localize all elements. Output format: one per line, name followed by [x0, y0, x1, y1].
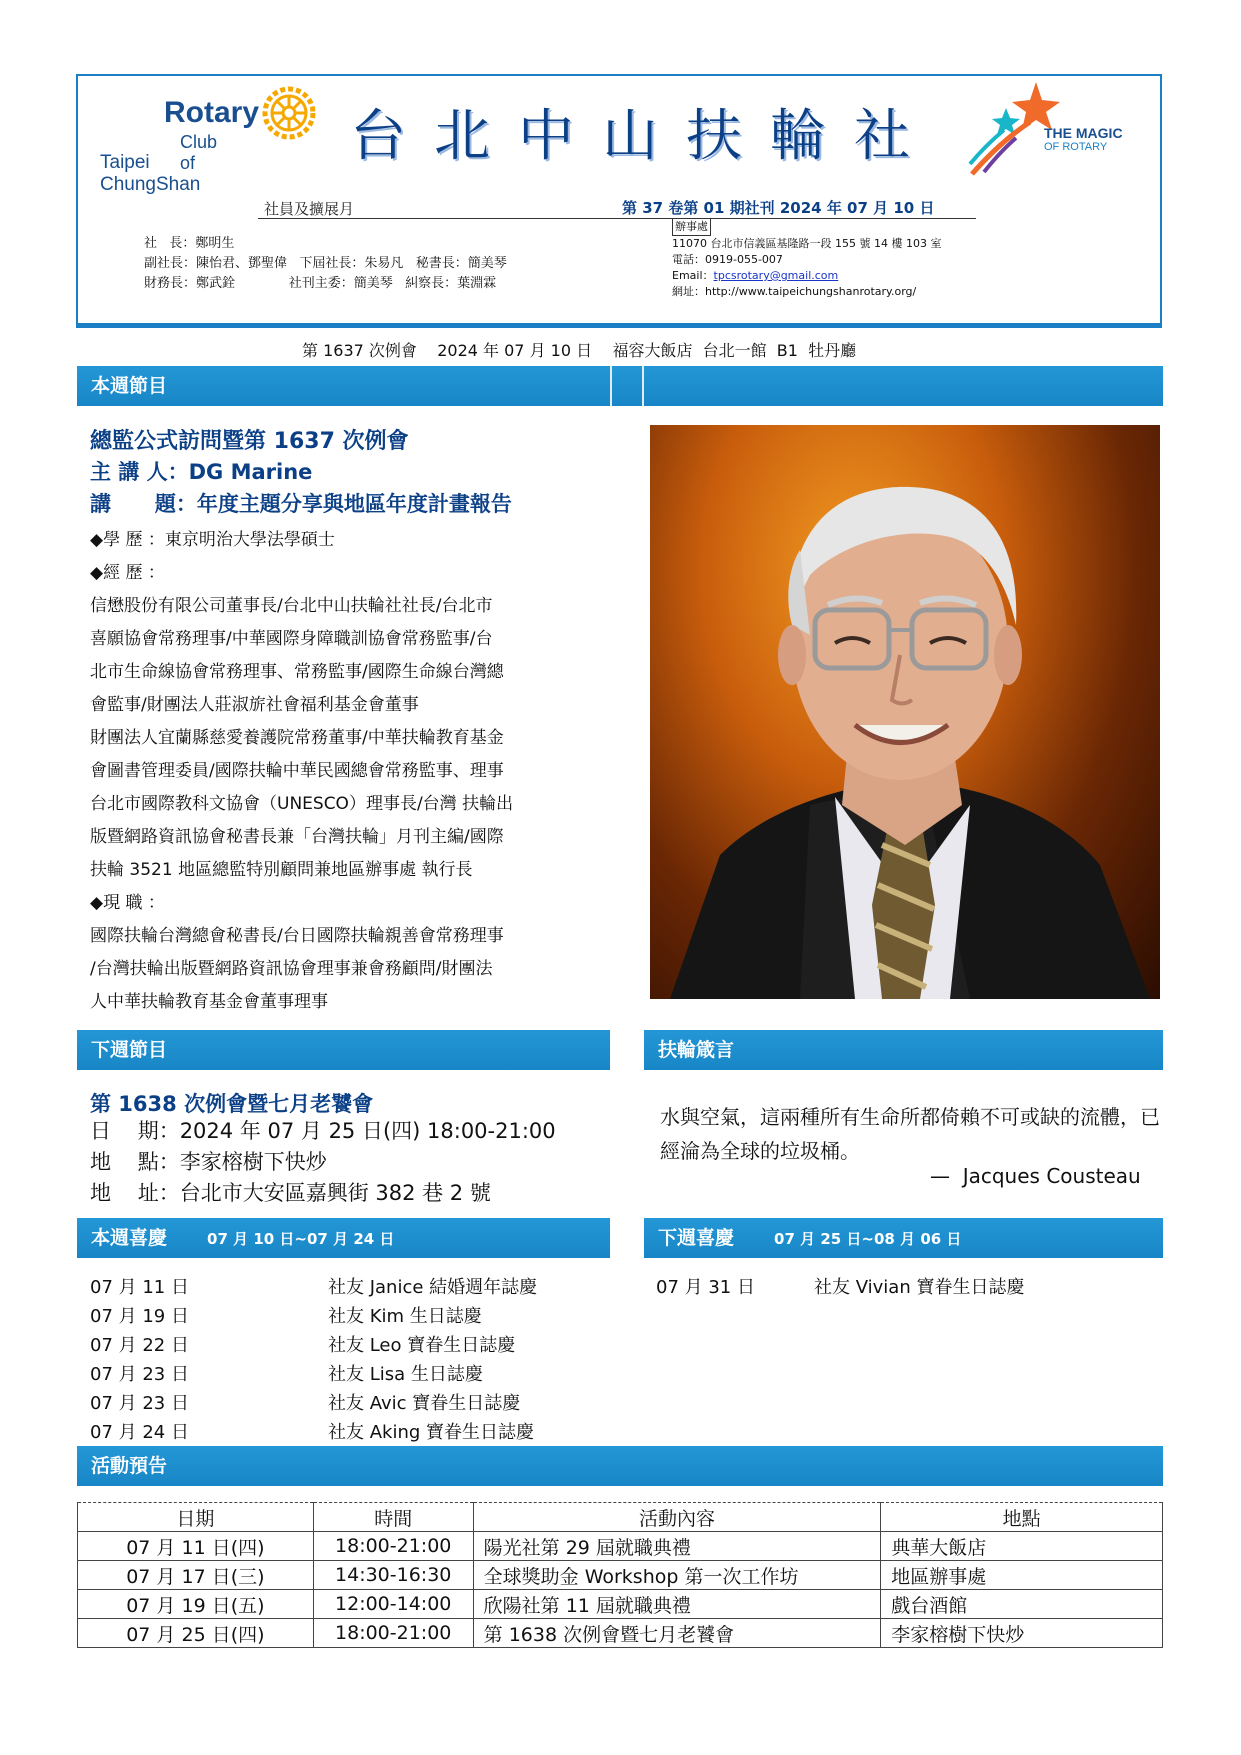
celebration-date: 07 月 19 日	[90, 1306, 189, 1327]
celebration-text: 社友 Vivian 寶眷生日誌慶	[814, 1277, 1025, 1298]
website-link[interactable]: 網址：http://www.taipeichungshanrotary.org/	[672, 285, 917, 298]
officer-line: 社 長：鄭明生	[144, 236, 235, 251]
celebration-date: 07 月 31 日	[656, 1277, 755, 1298]
table-header-row	[78, 1503, 1163, 1532]
celebration-date: 07 月 22 日	[90, 1335, 189, 1356]
bio-line: ◆學 歷 ：東京明治大學法學碩士	[90, 530, 335, 550]
quote-text: 水與空氣，這兩種所有生命所都倚賴不可或缺的流體，已經淪為全球的垃圾桶。	[660, 1105, 1160, 1163]
section-title: 本週節目	[91, 375, 168, 397]
speaker-photo	[650, 425, 1160, 999]
bio-line: 版暨網路資訊協會秘書長兼「台灣扶輪」月刊主編/國際	[90, 827, 504, 847]
office-address: 11070 台北市信義區基隆路一段 155 號 14 樓 103 室	[672, 237, 942, 250]
next-meeting-title: 第 1638 次例會暨七月老饕會	[90, 1092, 374, 1116]
bio-line: 國際扶輪台灣總會秘書長/台日國際扶輪親善會常務理事	[90, 926, 504, 946]
office-tag: 辦事處	[672, 218, 711, 236]
section-title: 下週節目	[91, 1039, 168, 1061]
logo-rotary-word: Rotary	[164, 96, 260, 129]
next-meeting-address: 地 址：台北市大安區嘉興街 382 巷 2 號	[90, 1181, 491, 1205]
cell-date: 07 月 19 日(五)	[78, 1590, 314, 1619]
section-bar-next-week-program	[77, 1030, 610, 1070]
celebration-date: 07 月 23 日	[90, 1393, 189, 1414]
bar-divider	[642, 366, 644, 406]
table-row	[78, 1619, 1163, 1648]
cell-time: 18:00-21:00	[313, 1532, 473, 1561]
logo-club-of: Club of	[180, 132, 218, 173]
section-bar-rotary-quote	[644, 1030, 1163, 1070]
bar-divider	[610, 366, 612, 406]
bio-line: 人中華扶輪教育基金會董事理事	[90, 992, 328, 1012]
activities-table	[77, 1502, 1163, 1648]
cell-time: 18:00-21:00	[313, 1619, 473, 1648]
bio-line: 會圖書管理委員/國際扶輪中華民國總會常務監事、理事	[90, 761, 504, 781]
cell-date: 07 月 11 日(四)	[78, 1532, 314, 1561]
rotary-wheel-icon	[262, 86, 316, 140]
column-header: 活動內容	[473, 1503, 881, 1532]
celebration-date: 07 月 23 日	[90, 1364, 189, 1385]
table-row	[78, 1532, 1163, 1561]
column-header: 地點	[881, 1503, 1163, 1532]
bio-line: 會監事/財團法人莊淑旂社會福利基金會董事	[90, 695, 419, 715]
celebration-date-range: 07 月 25 日~08 月 06 日	[774, 1230, 962, 1248]
bio-line: 扶輪 3521 地區總監特別顧問兼地區辦事處 執行長	[90, 860, 473, 880]
section-bar-activity-preview	[77, 1446, 1163, 1486]
bio-line: ◆現 職 ：	[90, 893, 165, 913]
theme-month: 社員及擴展月	[264, 200, 355, 218]
cell-location: 典華大飯店	[881, 1532, 1163, 1561]
next-meeting-place: 地 點：李家榕樹下快炒	[90, 1150, 327, 1174]
program-topic: 講 題：年度主題分享與地區年度計畫報告	[90, 492, 512, 516]
bio-line: 信懋股份有限公司董事長/台北中山扶輪社社長/台北市	[90, 596, 493, 616]
table-row	[78, 1561, 1163, 1590]
quote-author: — Jacques Cousteau	[930, 1164, 1141, 1188]
celebration-text: 社友 Kim 生日誌慶	[328, 1306, 482, 1327]
cell-activity: 陽光社第 29 屆就職典禮	[473, 1532, 881, 1561]
office-phone: 電話：0919-055-007	[672, 253, 783, 266]
speaker-bio	[90, 524, 610, 1019]
bio-line: ◆經 歷 ：	[90, 563, 165, 583]
celebration-date: 07 月 11 日	[90, 1277, 189, 1298]
section-title: 本週喜慶	[91, 1227, 168, 1249]
column-header: 日期	[78, 1503, 314, 1532]
celebration-text: 社友 Leo 寶眷生日誌慶	[328, 1335, 516, 1356]
cell-activity: 第 1638 次例會暨七月老饕會	[473, 1619, 881, 1648]
email-link[interactable]: tpcsrotary@gmail.com	[713, 269, 839, 282]
bio-line: 北市生命線協會常務理事、常務監事/國際生命線台灣總	[90, 662, 504, 682]
magic-line2: OF ROTARY	[1044, 141, 1108, 153]
celebration-text: 社友 Aking 寶眷生日誌慶	[328, 1422, 535, 1443]
section-title: 扶輪箴言	[658, 1039, 735, 1061]
cell-location: 地區辦事處	[881, 1561, 1163, 1590]
cell-time: 14:30-16:30	[313, 1561, 473, 1590]
officers-list	[144, 234, 507, 294]
section-title: 活動預告	[91, 1455, 168, 1477]
celebration-text: 社友 Lisa 生日誌慶	[328, 1364, 483, 1385]
next-meeting-date: 日 期：2024 年 07 月 25 日(四) 18:00-21:00	[90, 1119, 556, 1143]
club-title: 台北中山扶輪社	[350, 104, 938, 169]
section-bar-next-week-celebrations	[644, 1218, 1163, 1258]
magic-of-rotary-logo	[1044, 126, 1123, 154]
bio-line: /台灣扶輪出版暨網路資訊協會理事兼會務顧問/財團法	[90, 959, 493, 979]
bio-line: 喜願協會常務理事/中華國際身障職訓協會常務監事/台	[90, 629, 493, 649]
officer-line: 副社長：陳怡君、鄧聖偉 下屆社長：朱易凡 秘書長：簡美琴	[144, 256, 507, 271]
program-title: 總監公式訪問暨第 1637 次例會	[90, 429, 409, 454]
magic-line1: THE MAGIC	[1044, 125, 1123, 141]
office-info	[672, 218, 941, 300]
section-title: 下週喜慶	[658, 1227, 735, 1249]
cell-location: 戲台酒館	[881, 1590, 1163, 1619]
cell-activity: 全球獎助金 Workshop 第一次工作坊	[473, 1561, 881, 1590]
section-bar-this-week-program	[77, 366, 1163, 406]
logo-club-name: Taipei ChungShan	[100, 152, 201, 195]
section-bar-this-week-celebrations	[77, 1218, 610, 1258]
celebration-date-range: 07 月 10 日~07 月 24 日	[207, 1230, 395, 1248]
cell-location: 李家榕樹下快炒	[881, 1619, 1163, 1648]
celebration-text: 社友 Janice 結婚週年誌慶	[328, 1277, 538, 1298]
celebration-text: 社友 Avic 寶眷生日誌慶	[328, 1393, 521, 1414]
column-header: 時間	[313, 1503, 473, 1532]
meeting-info: 第 1637 次例會 2024 年 07 月 10 日 福容大飯店 台北一館 B1 牡丹廳	[302, 341, 857, 360]
email-label: Email：	[672, 269, 714, 282]
bio-line: 台北市國際教科文協會（UNESCO）理事長/台灣 扶輪出	[90, 794, 514, 814]
cell-date: 07 月 17 日(三)	[78, 1561, 314, 1590]
celebration-date: 07 月 24 日	[90, 1422, 189, 1443]
bio-line: 財團法人宜蘭縣慈愛養護院常務董事/中華扶輪教育基金	[90, 728, 504, 748]
officer-line: 財務長：鄭武銓 社刊主委：簡美琴 糾察長：葉淵霖	[144, 276, 497, 291]
cell-date: 07 月 25 日(四)	[78, 1619, 314, 1648]
program-speaker: 主 講 人：DG Marine	[90, 460, 313, 484]
table-row	[78, 1590, 1163, 1619]
issue-info: 第 37 卷第 01 期社刊 2024 年 07 月 10 日	[622, 199, 935, 217]
cell-time: 12:00-14:00	[313, 1590, 473, 1619]
cell-activity: 欣陽社第 11 屆就職典禮	[473, 1590, 881, 1619]
